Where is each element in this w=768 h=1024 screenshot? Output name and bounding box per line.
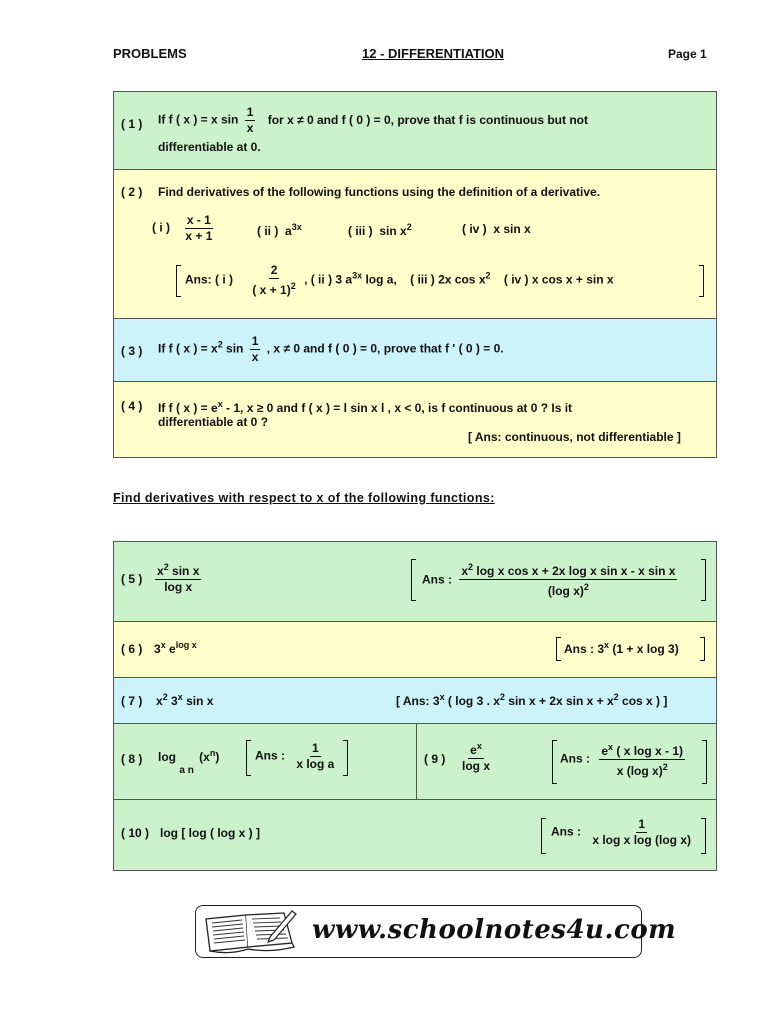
problem-9-answer-bracket-left	[552, 740, 557, 784]
problem-8-number: ( 8 )	[121, 752, 143, 766]
problem-1-number: ( 1 )	[121, 117, 143, 131]
problem-6-function: 3$^x$ $e^{log x}$	[154, 640, 197, 656]
problem-1-fraction: $\frac{1}{x}$	[246, 105, 254, 135]
problem-2-box	[113, 169, 717, 319]
problem-7-box	[113, 677, 717, 724]
problem-9-function: $\frac{e^x}{\text{log x}}$	[462, 741, 491, 773]
problem-6-answer-bracket-left	[556, 637, 561, 661]
problem-10-box	[113, 799, 717, 871]
problem-2-part-iv: ( iv ) x sin x	[462, 222, 531, 236]
problem-5-answer-bracket-left	[411, 559, 416, 601]
problem-10-answer: Ans : $\frac{1}{\text{x log x log (log x)}}$	[551, 817, 692, 847]
problem-1-text: If f ( x ) = x sin $\frac{1}{x}$ for x ≠ 0 and f ( 0 ) = 0, prove that f is continuous but not	[158, 105, 589, 135]
problem-8-9-divider	[416, 724, 417, 799]
problem-10-number: ( 10 )	[121, 826, 150, 840]
header-left: PROBLEMS	[113, 46, 187, 61]
problem-4-number: ( 4 )	[121, 399, 143, 413]
problem-3-number: ( 3 )	[121, 344, 143, 358]
problem-9-answer: Ans : $\frac{e^x ( x \log x - 1)}{x (\log x)^2}$	[560, 742, 684, 778]
problem-7-answer: [ Ans: 3$^x$ ( log 3 . $x^2$ sin x + 2x $\sin x + x^2$ cos x ) ]	[396, 692, 668, 708]
problem-4-box	[113, 381, 717, 458]
problem-5-function: $\frac{x^2 \sin x}{\text{log x}}$	[157, 562, 200, 594]
problem-2-part-ii: ( ii ) $a^{3x}$	[257, 222, 302, 238]
problem-4-line2: differentiable at 0 ?	[158, 415, 269, 429]
page-title: 12 - DIFFERENTIATION	[362, 46, 505, 61]
problem-5-answer-bracket-right	[701, 559, 706, 601]
problem-5-box	[113, 541, 717, 622]
problem-2-answer: Ans: ( i ) $\frac{2}{( x + 1)^2}$ , ( ii ) 3 $a^{3x}$ log a, ( iii ) 2x $\cos x^2$ ( iv ) x cos x + sin x	[185, 263, 614, 297]
problem-8-answer-bracket-left	[246, 740, 251, 776]
problem-4-line1: If f ( x ) = $e^x - 1$, x ≥ 0 and f ( x ) = l sin x l , x < 0, is f continuous at 0 ? Is it	[158, 399, 573, 415]
problem-7-function: $x^2$ 3$^x$ sin x	[156, 692, 214, 708]
book-icon	[200, 907, 300, 957]
problem-2-part-i: ( i ) $\frac{x - 1}{x + 1}$	[152, 213, 213, 243]
problem-4-answer: [ Ans: continuous, not differentiable ]	[468, 430, 681, 444]
problem-9-number: ( 9 )	[424, 752, 446, 766]
problem-7-number: ( 7 )	[121, 694, 143, 708]
problem-2-number: ( 2 )	[121, 185, 143, 199]
problem-1-line2: differentiable at 0.	[158, 140, 261, 154]
website-url[interactable]: www.schoolnotes4u.com	[312, 915, 677, 945]
problem-5-number: ( 5 )	[121, 572, 143, 586]
section-heading: Find derivatives with respect to x of the following functions:	[113, 491, 495, 505]
problem-8-9-box	[113, 723, 717, 800]
problem-3-box	[113, 318, 717, 382]
problem-10-function: log [ log ( log x ) ]	[160, 826, 260, 840]
problem-9-answer-bracket-right	[702, 740, 707, 784]
problem-2-answer-bracket-right	[699, 265, 704, 297]
problem-6-answer: Ans : 3$^x$ (1 + x log 3)	[564, 640, 679, 656]
problem-10-answer-bracket-left	[541, 818, 546, 854]
problem-6-box	[113, 621, 717, 678]
problem-10-answer-bracket-right	[701, 818, 706, 854]
problem-5-answer: Ans : $\frac{x^2 \log x \cos x + 2x \log x \sin x - x \sin x}{(\log x)^2}$	[422, 562, 676, 598]
problem-6-answer-bracket-right	[700, 637, 705, 661]
problem-6-number: ( 6 )	[121, 642, 143, 656]
problem-8-function: log $_{a n}$ $(x^n)$	[158, 748, 220, 776]
problem-2-part-iii: ( iii ) $\sin x^2$	[348, 222, 412, 238]
problem-8-answer-bracket-right	[343, 740, 348, 776]
problem-2-text: Find derivatives of the following functions using the definition of a derivative.	[158, 185, 601, 199]
problem-1-box	[113, 91, 717, 170]
problem-3-text: If f ( x ) = $x^2$ sin $\frac{1}{x}$ , x ≠ 0 and f ( 0 ) = 0, prove that f ' ( 0 ) = 0.	[158, 334, 504, 364]
page-number: Page 1	[668, 47, 707, 61]
problem-2-answer-bracket-left	[176, 265, 181, 297]
problem-8-answer: Ans : $\frac{1}{\text{x log a}}$	[255, 741, 335, 771]
